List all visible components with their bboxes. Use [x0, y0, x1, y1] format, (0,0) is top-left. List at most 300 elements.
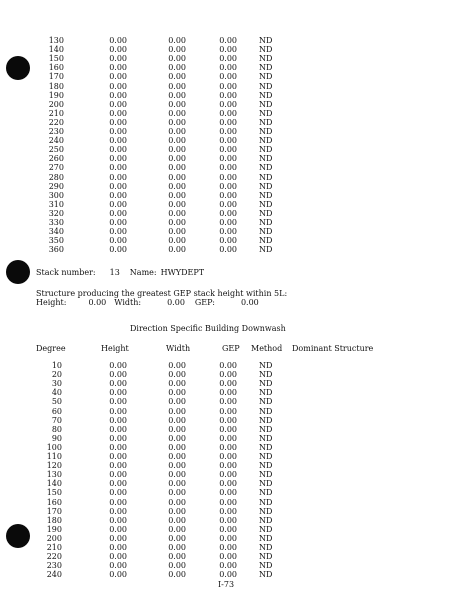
structure-height-label: Height: — [36, 298, 67, 307]
method-cell: ND — [259, 72, 273, 82]
height-cell: 0.00 — [109, 361, 127, 370]
degree-cell: 330 — [48, 218, 64, 227]
degree-cell: 320 — [48, 208, 64, 218]
table-row — [0, 507, 465, 516]
width-cell: 0.00 — [168, 208, 186, 218]
width-cell: 0.00 — [168, 515, 186, 525]
table-row — [0, 154, 465, 163]
gep-cell: 0.00 — [219, 442, 237, 452]
height-cell: 0.00 — [109, 172, 127, 182]
method-cell: ND — [259, 227, 273, 237]
structure-height-value: 0.00 — [88, 298, 107, 307]
height-cell: 0.00 — [109, 533, 127, 543]
height-cell: 0.00 — [109, 190, 127, 200]
width-cell: 0.00 — [168, 397, 186, 407]
width-cell: 0.00 — [168, 136, 186, 146]
method-cell: ND — [259, 154, 273, 164]
degree-cell: 130 — [48, 36, 64, 45]
degree-cell: 130 — [46, 470, 62, 480]
gep-cell: 0.00 — [219, 379, 237, 389]
degree-cell: 300 — [48, 190, 64, 200]
height-cell: 0.00 — [109, 470, 127, 480]
method-cell: ND — [259, 388, 273, 398]
width-cell: 0.00 — [168, 497, 186, 507]
stack-name-label: Name: — [129, 268, 157, 277]
gep-cell: 0.00 — [219, 415, 237, 425]
gep-cell: 0.00 — [219, 479, 237, 489]
gep-cell: 0.00 — [219, 543, 237, 552]
width-cell: 0.00 — [168, 163, 186, 173]
width-cell: 0.00 — [168, 236, 186, 246]
table-row — [0, 443, 465, 452]
structure-gep-value: 0.00 — [240, 298, 259, 307]
method-cell: ND — [259, 181, 273, 191]
method-cell: ND — [259, 488, 273, 498]
method-cell: ND — [259, 397, 273, 407]
degree-cell: 40 — [51, 388, 62, 398]
degree-cell: 350 — [48, 236, 64, 246]
method-cell: ND — [259, 218, 273, 227]
width-cell: 0.00 — [168, 433, 186, 443]
method-cell: ND — [259, 90, 273, 100]
degree-cell: 60 — [51, 406, 62, 416]
degree-cell: 220 — [48, 117, 64, 127]
table-row — [0, 379, 465, 388]
table-row — [0, 543, 465, 552]
structure-width-value: 0.00 — [167, 298, 185, 307]
table-row — [0, 227, 465, 236]
table-row — [0, 36, 465, 45]
degree-cell: 140 — [48, 45, 64, 55]
degree-cell: 160 — [46, 497, 62, 507]
table-row — [0, 452, 465, 461]
height-cell: 0.00 — [109, 236, 127, 246]
gep-cell: 0.00 — [219, 108, 237, 118]
method-cell: ND — [259, 497, 273, 507]
table-row — [0, 145, 465, 154]
height-cell: 0.00 — [109, 433, 127, 443]
header-method: Method — [251, 344, 283, 353]
table-row — [0, 72, 465, 81]
degree-cell: 150 — [46, 488, 62, 498]
structure-width-label: Width: — [114, 298, 142, 307]
width-cell: 0.00 — [168, 479, 186, 489]
method-cell: ND — [259, 172, 273, 182]
method-cell: ND — [259, 452, 273, 461]
gep-cell: 0.00 — [219, 361, 237, 370]
width-cell: 0.00 — [168, 90, 186, 100]
degree-cell: 270 — [48, 163, 64, 173]
height-cell: 0.00 — [109, 406, 127, 416]
degree-cell: 280 — [48, 172, 64, 182]
header-width: Width — [166, 344, 191, 353]
degree-cell: 220 — [46, 552, 62, 562]
width-cell: 0.00 — [168, 45, 186, 55]
height-cell: 0.00 — [109, 570, 127, 580]
method-cell: ND — [259, 208, 273, 218]
gep-cell: 0.00 — [219, 424, 237, 434]
table-row — [0, 434, 465, 443]
method-cell: ND — [259, 54, 273, 64]
gep-cell: 0.00 — [219, 488, 237, 498]
gep-cell: 0.00 — [219, 172, 237, 182]
degree-cell: 310 — [48, 199, 64, 209]
height-cell: 0.00 — [109, 181, 127, 191]
structure-description: Structure producing the greatest GEP stack height within 5L: — [36, 289, 288, 298]
method-cell: ND — [259, 506, 273, 516]
width-cell: 0.00 — [168, 99, 186, 109]
width-cell: 0.00 — [168, 361, 186, 370]
height-cell: 0.00 — [109, 388, 127, 398]
height-cell: 0.00 — [109, 154, 127, 164]
method-cell: ND — [259, 245, 273, 255]
width-cell: 0.00 — [168, 442, 186, 452]
gep-cell: 0.00 — [219, 181, 237, 191]
height-cell: 0.00 — [109, 36, 127, 45]
width-cell: 0.00 — [168, 543, 186, 552]
gep-cell: 0.00 — [219, 236, 237, 246]
height-cell: 0.00 — [109, 45, 127, 55]
method-cell: ND — [259, 379, 273, 389]
table-row — [0, 534, 465, 543]
method-cell: ND — [259, 108, 273, 118]
height-cell: 0.00 — [109, 136, 127, 146]
gep-cell: 0.00 — [219, 218, 237, 227]
table-row — [0, 397, 465, 406]
gep-cell: 0.00 — [219, 163, 237, 173]
height-cell: 0.00 — [109, 543, 127, 552]
width-cell: 0.00 — [168, 145, 186, 155]
table-row — [0, 63, 465, 72]
degree-cell: 120 — [46, 461, 62, 471]
height-cell: 0.00 — [109, 461, 127, 471]
gep-cell: 0.00 — [219, 127, 237, 136]
structure-gep-label: GEP: — [194, 298, 215, 307]
gep-cell: 0.00 — [219, 227, 237, 237]
binder-hole-middle — [6, 260, 30, 284]
height-cell: 0.00 — [109, 208, 127, 218]
table-row — [0, 488, 465, 497]
height-cell: 0.00 — [109, 90, 127, 100]
height-cell: 0.00 — [109, 370, 127, 380]
table-row — [0, 136, 465, 145]
degree-cell: 210 — [48, 108, 64, 118]
degree-cell: 10 — [51, 361, 62, 370]
height-cell: 0.00 — [109, 442, 127, 452]
gep-cell: 0.00 — [219, 199, 237, 209]
stack-number-line — [36, 268, 204, 278]
method-cell: ND — [259, 543, 273, 552]
width-cell: 0.00 — [168, 533, 186, 543]
degree-cell: 160 — [48, 63, 64, 73]
gep-cell: 0.00 — [219, 54, 237, 64]
width-cell: 0.00 — [168, 127, 186, 136]
table-row — [0, 173, 465, 182]
table-row — [0, 561, 465, 570]
width-cell: 0.00 — [168, 552, 186, 562]
degree-cell: 210 — [46, 543, 62, 552]
width-cell: 0.00 — [168, 506, 186, 516]
degree-cell: 230 — [46, 561, 62, 571]
width-cell: 0.00 — [168, 406, 186, 416]
degree-cell: 200 — [46, 533, 62, 543]
width-cell: 0.00 — [168, 227, 186, 237]
degree-cell: 150 — [48, 54, 64, 64]
method-cell: ND — [259, 81, 273, 91]
method-cell: ND — [259, 406, 273, 416]
method-cell: ND — [259, 127, 273, 136]
table-row — [0, 516, 465, 525]
height-cell: 0.00 — [109, 424, 127, 434]
height-cell: 0.00 — [109, 497, 127, 507]
degree-cell: 340 — [48, 227, 64, 237]
method-cell: ND — [259, 63, 273, 73]
width-cell: 0.00 — [168, 245, 186, 255]
method-cell: ND — [259, 415, 273, 425]
table-row — [0, 182, 465, 191]
method-cell: ND — [259, 36, 273, 45]
height-cell: 0.00 — [109, 452, 127, 461]
width-cell: 0.00 — [168, 36, 186, 45]
degree-cell: 260 — [48, 154, 64, 164]
table-row — [0, 100, 465, 109]
degree-cell: 100 — [46, 442, 62, 452]
gep-cell: 0.00 — [219, 45, 237, 55]
height-cell: 0.00 — [109, 199, 127, 209]
height-cell: 0.00 — [109, 218, 127, 227]
height-cell: 0.00 — [109, 127, 127, 136]
height-cell: 0.00 — [109, 515, 127, 525]
gep-cell: 0.00 — [219, 190, 237, 200]
height-cell: 0.00 — [109, 81, 127, 91]
table-row — [0, 361, 465, 370]
degree-cell: 360 — [48, 245, 64, 255]
method-cell: ND — [259, 524, 273, 534]
method-cell: ND — [259, 136, 273, 146]
gep-cell: 0.00 — [219, 524, 237, 534]
height-cell: 0.00 — [109, 397, 127, 407]
width-cell: 0.00 — [168, 470, 186, 480]
table-row — [0, 209, 465, 218]
method-cell: ND — [259, 561, 273, 571]
width-cell: 0.00 — [168, 199, 186, 209]
method-cell: ND — [259, 99, 273, 109]
gep-cell: 0.00 — [219, 36, 237, 45]
width-cell: 0.00 — [168, 108, 186, 118]
width-cell: 0.00 — [168, 72, 186, 82]
gep-cell: 0.00 — [219, 470, 237, 480]
width-cell: 0.00 — [168, 379, 186, 389]
table-row — [0, 388, 465, 397]
gep-cell: 0.00 — [219, 208, 237, 218]
table-row — [0, 163, 465, 172]
table-row — [0, 425, 465, 434]
method-cell: ND — [259, 199, 273, 209]
gep-cell: 0.00 — [219, 452, 237, 461]
gep-cell: 0.00 — [219, 397, 237, 407]
height-cell: 0.00 — [109, 524, 127, 534]
gep-cell: 0.00 — [219, 561, 237, 571]
degree-cell: 190 — [48, 90, 64, 100]
width-cell: 0.00 — [168, 172, 186, 182]
method-cell: ND — [259, 515, 273, 525]
degree-cell: 50 — [51, 397, 62, 407]
width-cell: 0.00 — [168, 190, 186, 200]
gep-cell: 0.00 — [219, 461, 237, 471]
table-row — [0, 45, 465, 54]
width-cell: 0.00 — [168, 370, 186, 380]
header-dominant-structure: Dominant Structure — [292, 344, 374, 353]
method-cell: ND — [259, 163, 273, 173]
width-cell: 0.00 — [168, 117, 186, 127]
table-row — [0, 370, 465, 379]
gep-cell: 0.00 — [219, 552, 237, 562]
method-cell: ND — [259, 117, 273, 127]
table-row — [0, 54, 465, 63]
height-cell: 0.00 — [109, 479, 127, 489]
method-cell: ND — [259, 236, 273, 246]
table-row — [0, 127, 465, 136]
table-row — [0, 525, 465, 534]
method-cell: ND — [259, 533, 273, 543]
header-height: Height — [101, 344, 129, 353]
gep-cell: 0.00 — [219, 515, 237, 525]
method-cell: ND — [259, 361, 273, 370]
table-row — [0, 191, 465, 200]
height-cell: 0.00 — [109, 506, 127, 516]
gep-cell: 0.00 — [219, 370, 237, 380]
table-row — [0, 236, 465, 245]
height-cell: 0.00 — [109, 379, 127, 389]
method-cell: ND — [259, 442, 273, 452]
width-cell: 0.00 — [168, 524, 186, 534]
height-cell: 0.00 — [109, 415, 127, 425]
height-cell: 0.00 — [109, 117, 127, 127]
degree-cell: 110 — [46, 452, 62, 461]
degree-cell: 200 — [48, 99, 64, 109]
gep-cell: 0.00 — [219, 63, 237, 73]
degree-cell: 170 — [46, 506, 62, 516]
height-cell: 0.00 — [109, 99, 127, 109]
degree-cell: 30 — [51, 379, 62, 389]
header-gep: GEP — [222, 344, 240, 353]
height-cell: 0.00 — [109, 552, 127, 562]
width-cell: 0.00 — [168, 154, 186, 164]
width-cell: 0.00 — [168, 388, 186, 398]
method-cell: ND — [259, 470, 273, 480]
gep-cell: 0.00 — [219, 406, 237, 416]
table-row — [0, 82, 465, 91]
height-cell: 0.00 — [109, 227, 127, 237]
height-cell: 0.00 — [109, 54, 127, 64]
degree-cell: 240 — [46, 570, 62, 580]
method-cell: ND — [259, 461, 273, 471]
table-row — [0, 552, 465, 561]
width-cell: 0.00 — [168, 181, 186, 191]
gep-cell: 0.00 — [219, 388, 237, 398]
width-cell: 0.00 — [168, 452, 186, 461]
page-number: I-73 — [218, 580, 235, 589]
degree-cell: 140 — [46, 479, 62, 489]
section-title: Direction Specific Building Downwash — [130, 324, 286, 333]
table-row — [0, 109, 465, 118]
table-row — [0, 91, 465, 100]
table-row — [0, 479, 465, 488]
width-cell: 0.00 — [168, 570, 186, 580]
table-row — [0, 498, 465, 507]
gep-cell: 0.00 — [219, 117, 237, 127]
method-cell: ND — [259, 145, 273, 155]
method-cell: ND — [259, 190, 273, 200]
degree-cell: 230 — [48, 127, 64, 136]
gep-cell: 0.00 — [219, 136, 237, 146]
stack-name-value: HWYDEPT — [160, 268, 205, 277]
method-cell: ND — [259, 424, 273, 434]
height-cell: 0.00 — [109, 163, 127, 173]
table-row — [0, 245, 465, 254]
height-cell: 0.00 — [109, 108, 127, 118]
table-row — [0, 118, 465, 127]
degree-cell: 90 — [51, 433, 62, 443]
gep-cell: 0.00 — [219, 154, 237, 164]
degree-cell: 80 — [51, 424, 62, 434]
table-row — [0, 470, 465, 479]
degree-cell: 70 — [51, 415, 62, 425]
width-cell: 0.00 — [168, 63, 186, 73]
degree-cell: 240 — [48, 136, 64, 146]
stack-number-value: 13 — [109, 268, 120, 277]
degree-cell: 180 — [48, 81, 64, 91]
gep-cell: 0.00 — [219, 81, 237, 91]
table-row — [0, 200, 465, 209]
table-row — [0, 407, 465, 416]
gep-cell: 0.00 — [219, 570, 237, 580]
width-cell: 0.00 — [168, 415, 186, 425]
width-cell: 0.00 — [168, 54, 186, 64]
table-row — [0, 218, 465, 227]
degree-cell: 20 — [51, 370, 62, 380]
table-row — [0, 461, 465, 470]
width-cell: 0.00 — [168, 218, 186, 227]
width-cell: 0.00 — [168, 488, 186, 498]
method-cell: ND — [259, 479, 273, 489]
method-cell: ND — [259, 370, 273, 380]
table-row — [0, 570, 465, 579]
gep-cell: 0.00 — [219, 90, 237, 100]
width-cell: 0.00 — [168, 461, 186, 471]
gep-cell: 0.00 — [219, 433, 237, 443]
table-row — [0, 416, 465, 425]
height-cell: 0.00 — [109, 561, 127, 571]
height-cell: 0.00 — [109, 245, 127, 255]
gep-cell: 0.00 — [219, 145, 237, 155]
method-cell: ND — [259, 570, 273, 580]
header-degree: Degree — [36, 344, 66, 353]
height-cell: 0.00 — [109, 488, 127, 498]
degree-cell: 180 — [46, 515, 62, 525]
width-cell: 0.00 — [168, 561, 186, 571]
height-cell: 0.00 — [109, 63, 127, 73]
width-cell: 0.00 — [168, 81, 186, 91]
method-cell: ND — [259, 433, 273, 443]
method-cell: ND — [259, 552, 273, 562]
gep-cell: 0.00 — [219, 506, 237, 516]
gep-cell: 0.00 — [219, 99, 237, 109]
degree-cell: 190 — [46, 524, 62, 534]
degree-cell: 170 — [48, 72, 64, 82]
degree-cell: 290 — [48, 181, 64, 191]
structure-dimensions-line — [36, 298, 259, 308]
